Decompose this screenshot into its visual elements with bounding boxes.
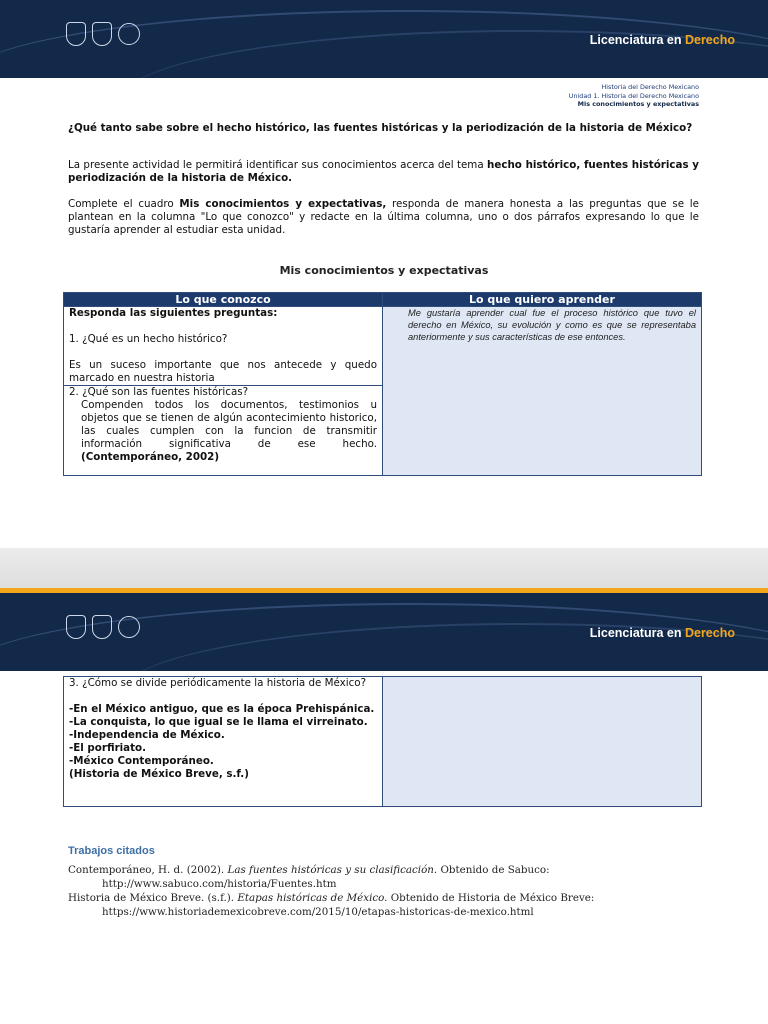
- works-cited-list: [68, 863, 708, 919]
- answer-2: Compenden todos los documentos, testimonios u objetos que se tienen de algún acontecimiento historico, las cuales cumplen con la funcion de transmitir información significativa de ese hecho. (Contemporáneo, 2002): [81, 399, 377, 463]
- institution-logos: [66, 22, 140, 46]
- header-banner: [0, 0, 768, 78]
- fes-shield-icon: [92, 22, 112, 46]
- cuaed-logo-icon: [118, 616, 140, 638]
- works-cited-heading: Trabajos citados: [68, 845, 155, 857]
- knowledge-table: [63, 292, 702, 476]
- column-header-know: Lo que conozco: [64, 293, 383, 307]
- reference-1: Contemporáneo, H. d. (2002). Las fuentes históricas y su clasificación. Obtenido de Sabuco:: [68, 864, 550, 876]
- header-banner-page2: [0, 593, 768, 671]
- program-title: Licenciatura en Derecho: [589, 33, 735, 47]
- intro-question: ¿Qué tanto sabe sobre el hecho histórico, las fuentes históricas y la periodización de la historia de México?: [68, 122, 693, 134]
- knowledge-table-continued: [63, 676, 702, 807]
- institution-logos: [66, 615, 140, 639]
- page-break: [0, 548, 768, 593]
- answer-3-line-2: -La conquista, lo que igual se le llama el virreinato.: [69, 716, 368, 728]
- question-3: 3. ¿Cómo se divide periódicamente la historia de México?: [69, 677, 367, 689]
- question-2: 2. ¿Qué son las fuentes históricas?: [69, 386, 249, 398]
- column-header-learn: Lo que quiero aprender: [383, 293, 702, 307]
- breadcrumb-activity: Mis conocimientos y expectativas: [577, 100, 699, 109]
- answer-3-line-5: -México Contemporáneo.: [69, 755, 214, 767]
- question-1: 1. ¿Qué es un hecho histórico?: [69, 333, 228, 345]
- breadcrumb-unit: Unidad 1. Historia del Derecho Mexicano: [568, 91, 699, 100]
- answer-3-line-1: -En el México antiguo, que es la época Prehispánica.: [69, 703, 375, 715]
- answer-cell-3: [64, 677, 383, 807]
- instructions-text: Responda las siguientes preguntas:: [69, 307, 278, 319]
- answer-3-citation: (Historia de México Breve, s.f.): [69, 768, 249, 780]
- expectation-text: Me gustaría aprender cual fue el proceso histórico que tuvo el derecho en México, su evolución y como es que se representaba anteriormente y sus características de ese entonces.: [408, 308, 696, 342]
- intro-paragraph-1: La presente actividad le permitirá identificar sus conocimientos acerca del tema hecho histórico, fuentes históricas y periodización de la historia de México.: [68, 159, 699, 184]
- answer-1: Es un suceso importante que nos antecede y quedo marcado en nuestra historia: [69, 359, 377, 384]
- answer-cell-2: [64, 386, 383, 476]
- table-title: Mis conocimientos y expectativas: [279, 264, 489, 277]
- reference-2-url[interactable]: https://www.historiademexicobreve.com/2015/10/etapas-historicas-de-mexico.html: [102, 906, 534, 918]
- answer-3-line-3: -Independencia de México.: [69, 729, 225, 741]
- answer-cell-1: [64, 307, 383, 386]
- expectation-cell: [383, 307, 702, 476]
- unam-shield-icon: [66, 22, 86, 46]
- intro-paragraph-2: Complete el cuadro Mis conocimientos y expectativas, responda de manera honesta a las preguntas que se le plantean en la columna "Lo que conozco" y redacte en la última columna, uno o dos párrafos expresando lo que le gustaría aprender al estudiar esta unidad.: [68, 198, 699, 236]
- breadcrumb-course: Historia del Derecho Mexicano: [601, 83, 699, 91]
- cuaed-logo-icon: [118, 23, 140, 45]
- program-title: Licenciatura en Derecho: [589, 626, 735, 640]
- breadcrumb: [569, 83, 699, 109]
- fes-shield-icon: [92, 615, 112, 639]
- reference-1-url[interactable]: http://www.sabuco.com/historia/Fuentes.htm: [102, 878, 337, 890]
- expectation-cell-empty: [383, 677, 702, 807]
- unam-shield-icon: [66, 615, 86, 639]
- answer-3-line-4: -El porfiriato.: [69, 742, 147, 754]
- reference-2: Historia de México Breve. (s.f.). Etapas históricas de México. Obtenido de Historia de México Breve:: [68, 892, 595, 904]
